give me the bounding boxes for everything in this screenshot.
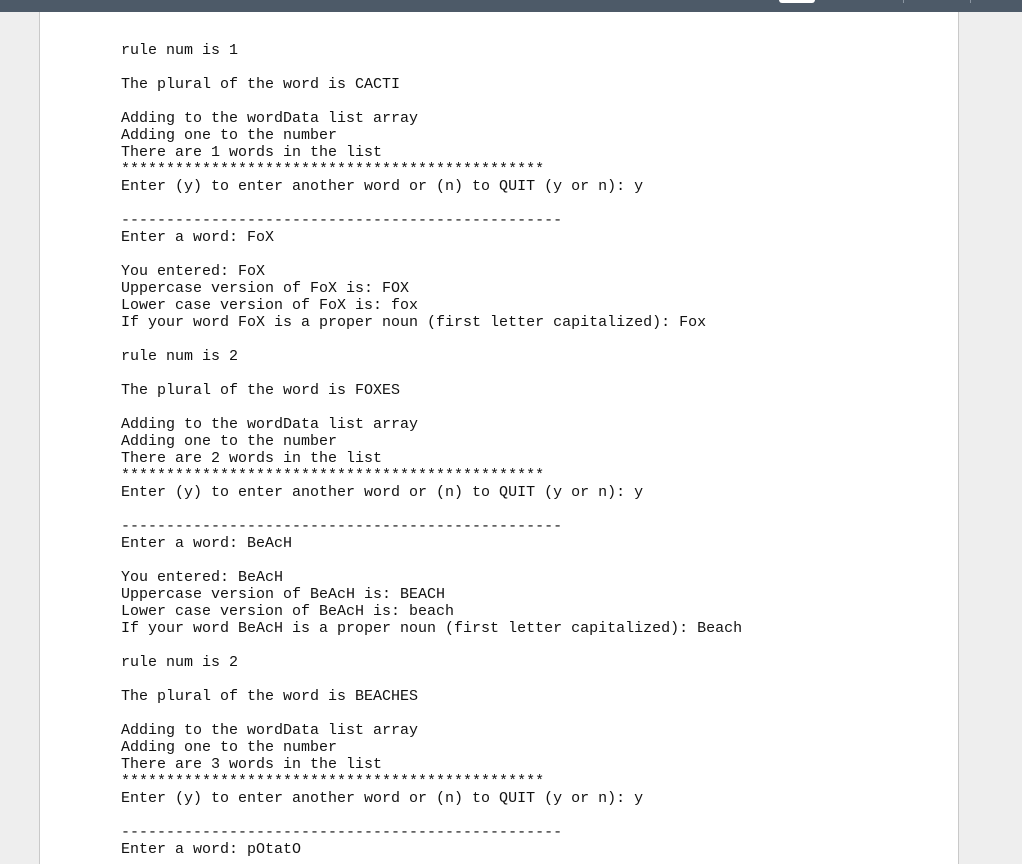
toolbar-button[interactable] — [779, 0, 815, 3]
console-line: ------------------------------------------------- — [121, 518, 563, 535]
console-line: rule num is 2 — [121, 654, 239, 671]
console-line: There are 2 words in the list — [121, 450, 383, 467]
blank-line — [121, 399, 742, 416]
top-toolbar — [0, 0, 1022, 12]
console-line: Adding to the wordData list array — [121, 416, 419, 433]
console-line: *********************************************** — [121, 773, 545, 790]
console-line: You entered: BeAcH — [121, 569, 284, 586]
console-line: *********************************************** — [121, 467, 545, 484]
console-line: The plural of the word is FOXES — [121, 382, 401, 399]
console-output — [121, 42, 742, 858]
blank-line — [121, 59, 742, 76]
console-line: Enter a word: FoX — [121, 229, 275, 246]
console-line: Enter (y) to enter another word or (n) to QUIT (y or n): y — [121, 484, 644, 501]
console-line: Enter (y) to enter another word or (n) to QUIT (y or n): y — [121, 790, 644, 807]
blank-line — [121, 705, 742, 722]
console-line: You entered: FoX — [121, 263, 266, 280]
console-line: Lower case version of BeAcH is: beach — [121, 603, 455, 620]
blank-line — [121, 331, 742, 348]
console-line: Uppercase version of FoX is: FOX — [121, 280, 410, 297]
console-line: Uppercase version of BeAcH is: BEACH — [121, 586, 446, 603]
console-line: ------------------------------------------------- — [121, 824, 563, 841]
console-line: Adding one to the number — [121, 127, 338, 144]
document-page — [39, 12, 959, 864]
console-line: rule num is 2 — [121, 348, 239, 365]
blank-line — [121, 552, 742, 569]
console-line: rule num is 1 — [121, 42, 239, 59]
console-line: Adding to the wordData list array — [121, 110, 419, 127]
toolbar-divider — [970, 0, 971, 3]
console-line: If your word BeAcH is a proper noun (first letter capitalized): Beach — [121, 620, 743, 637]
console-line: If your word FoX is a proper noun (first letter capitalized): Fox — [121, 314, 707, 331]
blank-line — [121, 501, 742, 518]
blank-line — [121, 246, 742, 263]
blank-line — [121, 637, 742, 654]
console-line: Enter (y) to enter another word or (n) to QUIT (y or n): y — [121, 178, 644, 195]
console-line: ------------------------------------------------- — [121, 212, 563, 229]
console-line: Lower case version of FoX is: fox — [121, 297, 419, 314]
blank-line — [121, 195, 742, 212]
console-line: Enter a word: pOtatO — [121, 841, 302, 858]
console-line: Adding one to the number — [121, 433, 338, 450]
console-line: Adding one to the number — [121, 739, 338, 756]
console-line: The plural of the word is BEACHES — [121, 688, 419, 705]
blank-line — [121, 365, 742, 382]
console-line: The plural of the word is CACTI — [121, 76, 401, 93]
blank-line — [121, 807, 742, 824]
console-line: Adding to the wordData list array — [121, 722, 419, 739]
blank-line — [121, 671, 742, 688]
console-line: *********************************************** — [121, 161, 545, 178]
console-line: There are 1 words in the list — [121, 144, 383, 161]
toolbar-divider — [903, 0, 904, 3]
console-line: Enter a word: BeAcH — [121, 535, 293, 552]
blank-line — [121, 93, 742, 110]
console-line: There are 3 words in the list — [121, 756, 383, 773]
